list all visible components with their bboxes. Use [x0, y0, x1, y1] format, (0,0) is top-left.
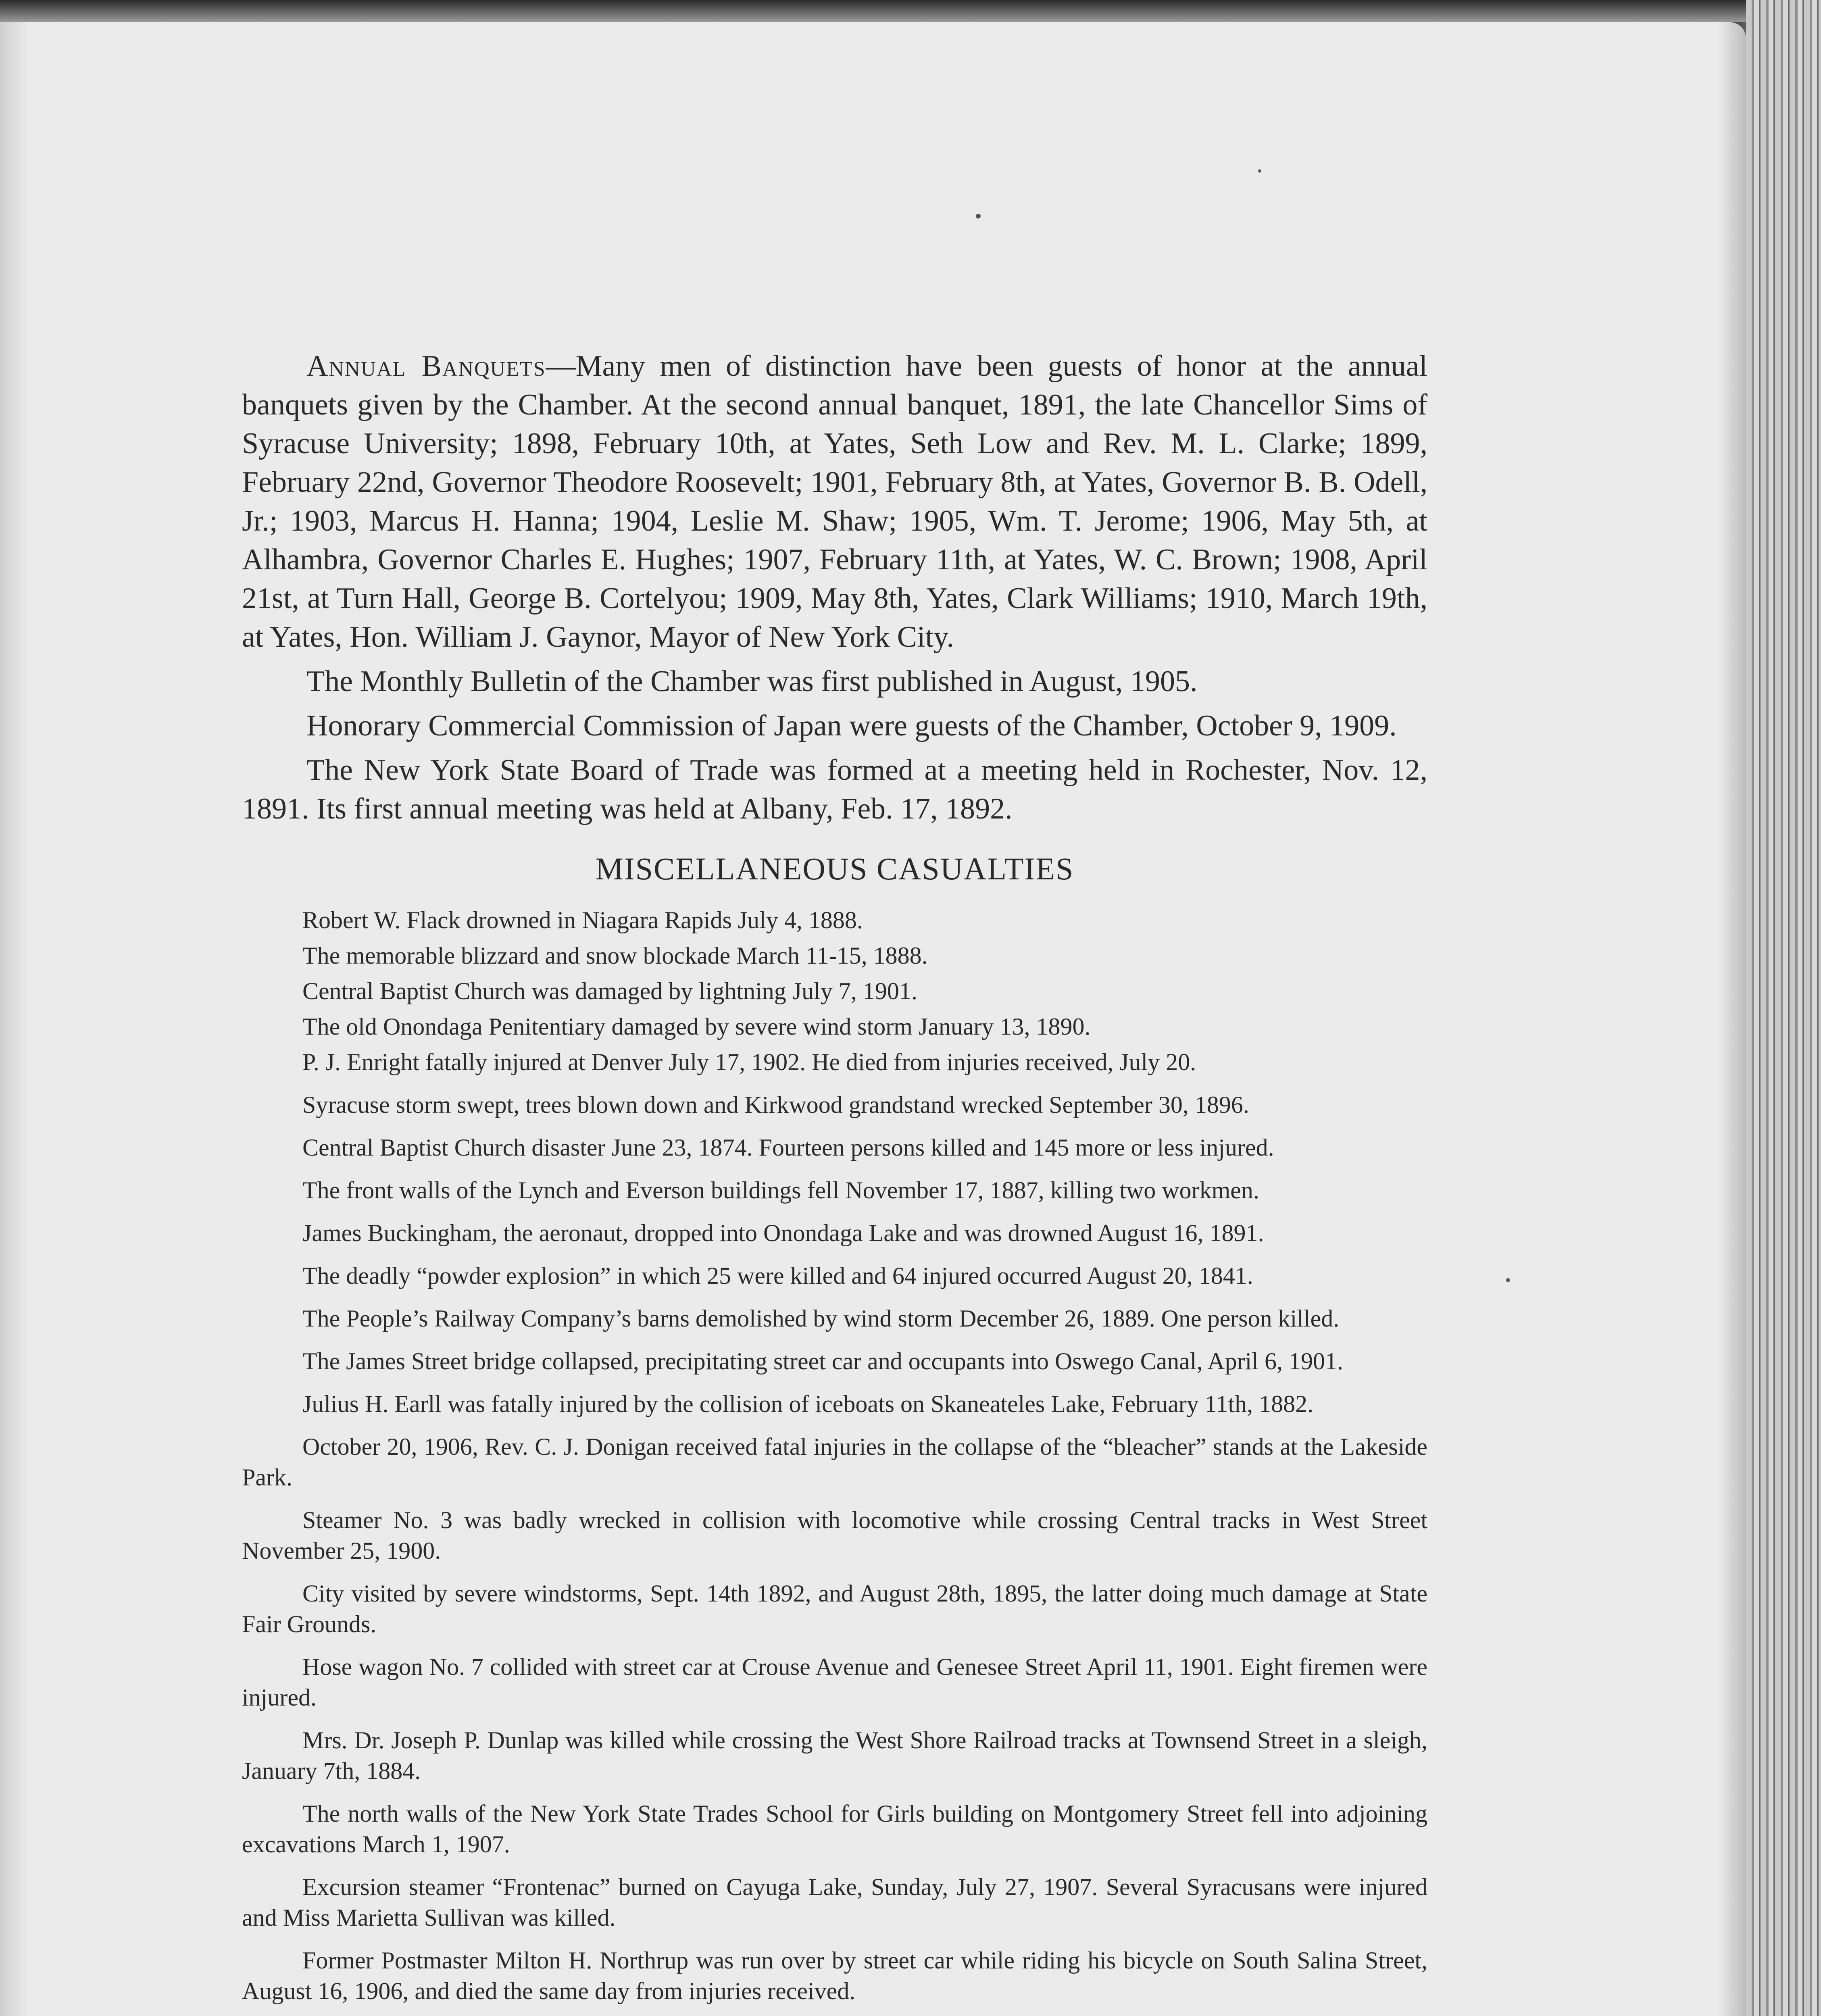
- casualty-item: James Buckingham, the aeronaut, dropped into Onondaga Lake and was drowned August 16, 1891.: [302, 1220, 1264, 1246]
- casualty-item: Excursion steamer “Frontenac” burned on Cayuga Lake, Sunday, July 27, 1907. Several Syracusans were injured and Miss Marietta Sullivan was killed.: [242, 1874, 1427, 1931]
- page-gutter-shade: [0, 22, 28, 2016]
- casualty-item: The People’s Railway Company’s barns demolished by wind storm December 26, 1889. One person killed.: [302, 1305, 1340, 1332]
- page-curl-shadow: [1718, 22, 1746, 2016]
- casualty-item: Former Postmaster Milton H. Northrup was run over by street car while riding his bicycle on South Salina Street, August 16, 1906, and died the same day from injuries received.: [242, 1947, 1427, 2004]
- casualty-item: Robert W. Flack drowned in Niagara Rapids July 4, 1888.: [302, 907, 863, 933]
- japan-commission-paragraph: Honorary Commercial Commission of Japan were guests of the Chamber, October 9, 1909.: [306, 709, 1397, 742]
- casualty-item: The north walls of the New York State Trades School for Girls building on Montgomery Street fell into adjoining excavations March 1, 1907.: [242, 1800, 1427, 1858]
- casualty-item: The memorable blizzard and snow blockade March 11-15, 1888.: [302, 942, 928, 969]
- casualty-item: The deadly “powder explosion” in which 25 were killed and 64 injured occurred August 20, 1841.: [302, 1262, 1253, 1289]
- board-of-trade-paragraph: The New York State Board of Trade was formed at a meeting held in Rochester, Nov. 12, 1891. Its first annual meeting was held at Albany, Feb. 17, 1892.: [242, 754, 1427, 825]
- annual-banquets-text: —Many men of distinction have been guests of honor at the annual banquets given by the Chamber. At the second annual banquet, 1891, the late Chancellor Sims of Syracuse University; 1898, February 10th, at Yates, Seth Low and Rev. M. L. Clarke; 1899, February 22nd, Governor Theodore Roosevelt; 1901, February 8th, at Yates, Governor B. B. Odell, Jr.; 1903, Marcus H. Hanna; 1904, Leslie M. Shaw; 1905, Wm. T. Jerome; 1906, May 5th, at Alhambra, Governor Charles E. Hughes; 1907, February 11th, at Yates, W. C. Brown; 1908, April 21st, at Turn Hall, George B. Cortelyou; 1909, May 8th, Yates, Clark Williams; 1910, March 19th, at Yates, Hon. William J. Gaynor, Mayor of New York City.: [242, 350, 1427, 654]
- casualty-item: City visited by severe windstorms, Sept. 14th 1892, and August 28th, 1895, the latter doing much damage at State Fair Grounds.: [242, 1580, 1427, 1637]
- casualty-item: Mrs. Dr. Joseph P. Dunlap was killed while crossing the West Shore Railroad tracks at Townsend Street in a sleigh, January 7th, 1884.: [242, 1727, 1427, 1784]
- casualty-item: Hose wagon No. 7 collided with street car at Crouse Avenue and Genesee Street April 11, 1901. Eight firemen were injured.: [242, 1654, 1427, 1711]
- casualty-item: Steamer No. 3 was badly wrecked in collision with locomotive while crossing Central tracks in West Street November 25, 1900.: [242, 1507, 1427, 1564]
- top-page-edge: [0, 0, 1821, 22]
- casualty-item: Central Baptist Church was damaged by lightning July 7, 1901.: [302, 978, 917, 1004]
- casualty-item: P. J. Enright fatally injured at Denver July 17, 1902. He died from injuries received, July 20.: [302, 1049, 1196, 1075]
- casualty-item: Julius H. Earll was fatally injured by the collision of iceboats on Skaneateles Lake, February 11th, 1882.: [302, 1391, 1314, 1417]
- annual-banquets-lead-in: Annual Banquets: [306, 350, 546, 383]
- book-page-edges: [1746, 0, 1821, 2016]
- casualty-item: Syracuse storm swept, trees blown down and Kirkwood grandstand wrecked September 30, 1896.: [302, 1091, 1249, 1118]
- annual-banquets-paragraph: [242, 347, 1427, 656]
- page-text: [242, 347, 1427, 2016]
- casualty-item: The front walls of the Lynch and Everson buildings fell November 17, 1887, killing two workmen.: [302, 1177, 1259, 1204]
- casualty-item: The James Street bridge collapsed, precipitating street car and occupants into Oswego Canal, April 6, 1901.: [302, 1348, 1343, 1375]
- bulletin-paragraph: The Monthly Bulletin of the Chamber was first published in August, 1905.: [306, 665, 1198, 698]
- section-heading: MISCELLANEOUS CASUALTIES: [595, 851, 1074, 886]
- casualty-item: Central Baptist Church disaster June 23, 1874. Fourteen persons killed and 145 more or less injured.: [302, 1134, 1274, 1161]
- casualty-item: October 20, 1906, Rev. C. J. Donigan received fatal injuries in the collapse of the “bleacher” stands at the Lakeside Park.: [242, 1433, 1427, 1491]
- casualty-item: The old Onondaga Penitentiary damaged by severe wind storm January 13, 1890.: [302, 1013, 1091, 1040]
